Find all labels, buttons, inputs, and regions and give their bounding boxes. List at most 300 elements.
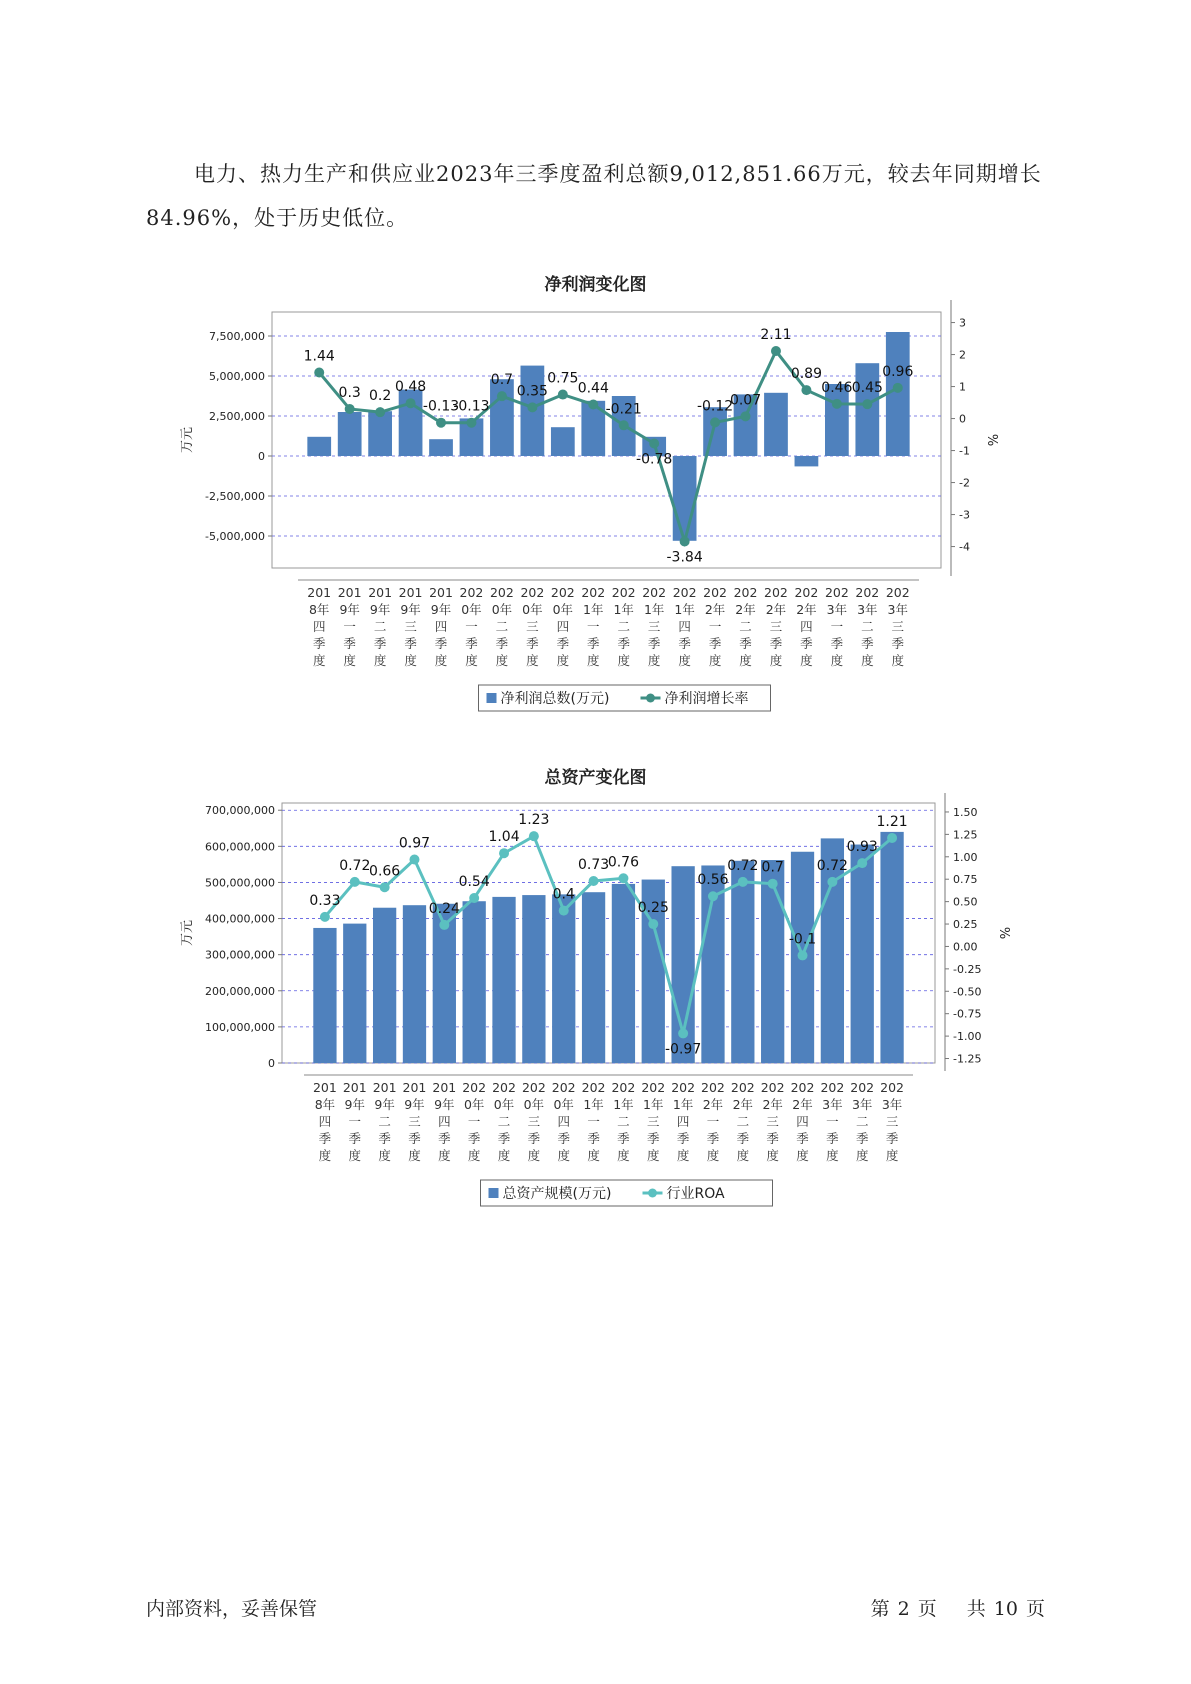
x-tick-label: 2年 [762, 1097, 783, 1112]
x-tick-label: 2年 [704, 602, 726, 617]
x-tick-label: 202 [855, 585, 880, 600]
x-tick-label: 度 [404, 653, 417, 668]
x-tick-label: 9年 [434, 1097, 455, 1112]
x-tick-label: 202 [550, 585, 575, 600]
x-tick-label: 度 [434, 653, 448, 668]
line-point [678, 1028, 688, 1038]
x-tick-label: 202 [492, 1080, 516, 1095]
y-tick-label: 600,000,000 [205, 840, 275, 854]
data-label: 0.72 [816, 857, 848, 874]
x-tick-label: 四 [438, 1114, 451, 1129]
x-tick-label: 度 [465, 653, 478, 668]
legend-bar-swatch [487, 693, 497, 703]
line-point [558, 390, 568, 400]
x-tick-label: 度 [408, 1148, 421, 1163]
x-tick-label: 201 [402, 1080, 427, 1095]
legend-line-marker [646, 694, 655, 703]
x-tick-label: 201 [429, 585, 453, 600]
x-tick-label: 202 [703, 585, 728, 600]
x-tick-label: 度 [739, 653, 752, 668]
data-label: 0.35 [516, 383, 548, 400]
x-tick-label: 0年 [491, 602, 513, 617]
x-tick-label: 201 [372, 1080, 397, 1095]
x-tick-label: 四 [434, 619, 448, 634]
x-tick-label: 202 [459, 585, 484, 600]
x-tick-label: 9年 [344, 1097, 366, 1112]
data-label: -0.13 [453, 398, 490, 415]
x-tick-label: 202 [611, 1080, 636, 1095]
y-tick-label: -2,500,000 [205, 490, 265, 503]
x-tick-label: 1年 [674, 602, 695, 617]
x-tick-label: 四 [556, 619, 570, 634]
y2-tick-label: -0.75 [953, 1007, 982, 1021]
x-tick-label: 季 [556, 636, 570, 651]
x-tick-label: 度 [885, 1148, 899, 1163]
data-label: 2.11 [760, 327, 792, 344]
x-tick-label: 9年 [339, 602, 360, 617]
chart2-title: 总资产变化图 [544, 768, 647, 788]
data-label: 0.48 [394, 379, 427, 396]
x-tick-label: 季 [708, 636, 722, 651]
x-tick-label: 202 [730, 1080, 755, 1095]
data-label: 0.76 [607, 854, 640, 871]
data-label: 0.66 [369, 863, 401, 880]
x-tick-label: 202 [672, 585, 697, 600]
x-tick-label: 2年 [796, 602, 817, 617]
x-tick-label: 2年 [735, 602, 756, 617]
line-point [380, 882, 390, 892]
data-label: 0.7 [761, 859, 784, 876]
y-tick-label: -5,000,000 [205, 530, 265, 543]
x-tick-label: 四 [678, 619, 691, 634]
bar [703, 407, 727, 456]
line-point [588, 399, 598, 409]
x-tick-label: 度 [312, 653, 326, 668]
x-tick-label: 二 [373, 619, 387, 634]
x-tick-label: 二 [617, 1114, 630, 1129]
x-tick-label: 度 [495, 653, 509, 668]
x-tick-label: 9年 [404, 1097, 425, 1112]
line-point [529, 831, 539, 841]
x-tick-label: 四 [676, 1114, 690, 1129]
data-label: 0.46 [821, 379, 853, 396]
x-tick-label: 季 [318, 1131, 332, 1146]
x-tick-label: 201 [312, 1080, 337, 1095]
x-tick-label: 季 [404, 636, 417, 651]
x-tick-label: 202 [611, 585, 636, 600]
x-tick-label: 度 [647, 653, 661, 668]
data-label: -0.1 [788, 931, 817, 948]
chart1-title: 净利润变化图 [544, 275, 647, 295]
bar [492, 897, 515, 1063]
footer-total-suffix: 页 [1025, 1598, 1045, 1620]
line-point [887, 833, 897, 843]
y2-tick-label: -0.50 [953, 985, 982, 999]
data-label: 0.25 [637, 900, 669, 917]
y2-tick-label: -1.25 [953, 1052, 982, 1066]
line-point [832, 399, 842, 409]
x-tick-label: 三 [404, 619, 417, 634]
x-tick-label: 2年 [732, 1097, 754, 1112]
y2-tick-label: 0.50 [953, 895, 978, 909]
line-point [409, 854, 419, 864]
bar [343, 924, 366, 1063]
x-tick-label: 度 [556, 653, 570, 668]
x-tick-label: 3年 [826, 602, 848, 617]
x-tick-label: 202 [671, 1080, 696, 1095]
line-point [619, 420, 629, 430]
x-tick-label: 202 [642, 585, 667, 600]
line-point [741, 411, 751, 421]
x-tick-label: 度 [497, 1148, 511, 1163]
x-tick-label: 二 [861, 619, 874, 634]
line-point [801, 385, 811, 395]
x-tick-label: 四 [796, 1114, 809, 1129]
bar [673, 456, 697, 541]
y-tick-label: 0 [258, 450, 265, 463]
x-tick-label: 202 [790, 1080, 815, 1095]
line-point [527, 402, 537, 412]
x-tick-label: 季 [676, 1131, 690, 1146]
x-tick-label: 一 [348, 1114, 362, 1129]
x-tick-label: 0年 [461, 602, 482, 617]
y2-tick-label: 1.00 [953, 850, 978, 864]
x-tick-label: 季 [497, 1131, 511, 1146]
data-label: 0.07 [729, 392, 762, 409]
x-tick-label: 季 [438, 1131, 451, 1146]
bar [463, 901, 486, 1063]
y-tick-label: 2,500,000 [209, 410, 265, 423]
footer-confidential: 内部资料，妥善保管 [146, 1598, 318, 1620]
x-tick-label: 202 [520, 585, 545, 600]
y2-tick-label: 0.75 [953, 873, 978, 887]
bar [307, 437, 331, 456]
x-tick-label: 季 [557, 1131, 570, 1146]
x-tick-label: 四 [800, 619, 813, 634]
x-tick-label: 202 [880, 1080, 905, 1095]
x-tick-label: 二 [736, 1114, 750, 1129]
legend-line-label: 净利润增长率 [664, 691, 749, 707]
data-label: 0.97 [398, 835, 431, 852]
x-tick-label: 季 [434, 636, 448, 651]
x-tick-label: 0年 [523, 1097, 545, 1112]
net-profit-chart [0, 300, 1191, 740]
line-point [648, 919, 658, 929]
data-label: -0.13 [422, 398, 460, 415]
y-tick-label: 100,000,000 [205, 1020, 275, 1034]
x-tick-label: 一 [706, 1114, 720, 1129]
data-label: 1.04 [488, 829, 520, 846]
x-tick-label: 0年 [463, 1097, 485, 1112]
x-tick-label: 202 [489, 585, 514, 600]
x-tick-label: 度 [587, 653, 600, 668]
data-label: 1.21 [876, 813, 908, 830]
data-label: 0.75 [547, 370, 579, 387]
x-tick-label: 一 [830, 619, 844, 634]
x-tick-label: 季 [526, 636, 539, 651]
bar [880, 832, 903, 1063]
x-tick-label: 三 [527, 1114, 541, 1129]
data-label: 0.3 [338, 384, 361, 401]
line-point [314, 367, 324, 377]
data-label: 0.24 [428, 900, 460, 917]
bar [886, 332, 910, 456]
x-tick-label: 季 [465, 636, 478, 651]
x-tick-label: 8年 [308, 602, 330, 617]
x-tick-label: 度 [438, 1148, 451, 1163]
x-tick-label: 度 [676, 1148, 690, 1163]
x-tick-label: 季 [769, 636, 783, 651]
x-tick-label: 1年 [613, 602, 634, 617]
x-tick-label: 度 [855, 1148, 869, 1163]
x-tick-label: 季 [348, 1131, 362, 1146]
x-tick-label: 二 [378, 1114, 391, 1129]
x-tick-label: 二 [739, 619, 752, 634]
legend-bar-label: 净利润总数(万元) [500, 691, 610, 707]
x-tick-label: 202 [760, 1080, 785, 1095]
data-label: -0.78 [636, 451, 673, 468]
x-tick-label: 202 [794, 585, 819, 600]
summary-paragraph: 电力、热力生产和供应业2023年三季度盈利总额9,012,851.66万元，较去年同期增长84.96%，处于历史低位。 [146, 162, 1042, 230]
x-tick-label: 度 [766, 1148, 779, 1163]
y2-tick-label: 0.00 [953, 940, 978, 954]
x-tick-label: 四 [557, 1114, 570, 1129]
x-tick-label: 度 [678, 653, 691, 668]
footer-page-suffix: 页 [917, 1598, 937, 1620]
y2-tick-label: 1 [959, 380, 966, 394]
x-tick-label: 3年 [881, 1097, 903, 1112]
data-label: 0.54 [458, 874, 490, 891]
x-tick-label: 3年 [851, 1097, 873, 1112]
line-point [738, 877, 748, 887]
line-point [375, 407, 385, 417]
line-point [857, 858, 867, 868]
x-tick-label: 1年 [583, 602, 604, 617]
x-tick-label: 度 [826, 1148, 839, 1163]
bar [582, 892, 605, 1063]
data-label: 1.44 [303, 348, 335, 365]
x-tick-label: 季 [647, 636, 661, 651]
bar [551, 427, 575, 456]
x-tick-label: 季 [830, 636, 844, 651]
y2-tick-label: -4 [959, 540, 970, 554]
line-point [436, 418, 446, 428]
x-tick-label: 9年 [430, 602, 452, 617]
x-tick-label: 202 [820, 1080, 845, 1095]
data-label: 0.96 [882, 363, 914, 380]
x-tick-label: 3年 [887, 602, 909, 617]
x-tick-label: 1年 [583, 1097, 604, 1112]
x-tick-label: 三 [891, 619, 905, 634]
data-label: 0.72 [339, 857, 371, 874]
x-tick-label: 3年 [822, 1097, 843, 1112]
data-label: 0.44 [577, 380, 609, 397]
line-point [649, 439, 659, 449]
line-point [768, 879, 778, 889]
bar [764, 393, 788, 456]
bar [855, 363, 879, 456]
x-tick-label: 季 [527, 1131, 541, 1146]
y-tick-label: 500,000,000 [205, 876, 275, 890]
x-tick-label: 1年 [643, 602, 665, 617]
line-point [708, 891, 718, 901]
x-tick-label: 四 [318, 1114, 332, 1129]
x-tick-label: 季 [343, 636, 356, 651]
x-tick-label: 度 [527, 1148, 541, 1163]
x-tick-label: 季 [408, 1131, 421, 1146]
x-tick-label: 度 [348, 1148, 362, 1163]
bar [373, 908, 396, 1063]
line-point [497, 391, 507, 401]
x-tick-label: 度 [617, 653, 630, 668]
line-point [406, 398, 416, 408]
x-tick-label: 202 [581, 585, 606, 600]
x-tick-label: 季 [739, 636, 752, 651]
x-tick-label: 度 [587, 1148, 600, 1163]
line-point [893, 383, 903, 393]
data-label: 0.4 [552, 886, 575, 903]
legend-bar-label: 总资产规模(万元) [502, 1186, 612, 1202]
bar [612, 884, 635, 1063]
x-tick-label: 202 [701, 1080, 725, 1095]
x-tick-label: 0年 [493, 1097, 515, 1112]
x-tick-label: 度 [378, 1148, 391, 1163]
y-tick-label: 7,500,000 [209, 330, 265, 343]
x-tick-label: 201 [398, 585, 423, 600]
total-assets-chart [0, 793, 1191, 1233]
x-tick-label: 季 [617, 636, 630, 651]
bar [490, 379, 514, 456]
x-tick-label: 201 [337, 585, 362, 600]
x-tick-label: 季 [766, 1131, 779, 1146]
x-tick-label: 202 [581, 1080, 606, 1095]
x-tick-label: 度 [467, 1148, 481, 1163]
line-point [466, 418, 476, 428]
data-label: 0.45 [851, 380, 883, 397]
data-label: -0.12 [696, 398, 734, 415]
footer-total-prefix: 共 [966, 1598, 986, 1620]
x-tick-label: 四 [312, 619, 326, 634]
x-tick-label: 三 [408, 1114, 421, 1129]
x-tick-label: 度 [830, 653, 844, 668]
y2-tick-label: 3 [959, 316, 966, 330]
line-point [827, 877, 837, 887]
x-tick-label: 三 [885, 1114, 899, 1129]
x-tick-label: 一 [826, 1114, 839, 1129]
data-label: 0.7 [490, 372, 514, 389]
x-tick-label: 度 [769, 653, 783, 668]
line-point [771, 346, 781, 356]
x-tick-label: 季 [617, 1131, 630, 1146]
x-tick-label: 度 [800, 653, 813, 668]
x-tick-label: 季 [885, 1131, 899, 1146]
footer-page-number [863, 1594, 1045, 1621]
y2-tick-label: -3 [959, 508, 970, 522]
y2-tick-label: 1.50 [953, 805, 978, 819]
x-tick-label: 度 [708, 653, 722, 668]
y2-tick-label: 1.25 [953, 828, 978, 842]
y2-tick-label: -0.25 [953, 962, 982, 976]
data-label: 0.89 [790, 366, 823, 383]
y-tick-label: 700,000,000 [205, 804, 275, 818]
y-axis-label: 万元 [180, 426, 195, 454]
x-tick-label: 度 [647, 1148, 660, 1163]
x-tick-label: 季 [855, 1131, 869, 1146]
footer-total-no: 10 [993, 1598, 1018, 1620]
x-tick-label: 季 [796, 1131, 809, 1146]
x-tick-label: 度 [318, 1148, 332, 1163]
x-tick-label: 202 [641, 1080, 666, 1095]
x-tick-label: 201 [342, 1080, 367, 1095]
data-label: 0.72 [727, 857, 759, 874]
y-tick-label: 400,000,000 [205, 912, 275, 926]
x-tick-label: 三 [769, 619, 783, 634]
x-tick-label: 季 [826, 1131, 839, 1146]
line-point [862, 399, 872, 409]
x-tick-label: 三 [647, 619, 661, 634]
legend-bar-swatch [489, 1188, 499, 1198]
x-tick-label: 季 [800, 636, 813, 651]
line-point [618, 873, 628, 883]
x-tick-label: 季 [587, 636, 600, 651]
x-tick-label: 度 [861, 653, 874, 668]
x-tick-label: 9年 [400, 602, 421, 617]
x-tick-label: 季 [647, 1131, 660, 1146]
bar [313, 928, 336, 1063]
x-tick-label: 度 [736, 1148, 750, 1163]
bar [368, 411, 392, 456]
x-tick-label: 202 [850, 1080, 875, 1095]
footer-page-prefix: 第 [870, 1598, 890, 1620]
y2-tick-label: -2 [959, 476, 970, 490]
x-tick-label: 一 [708, 619, 722, 634]
bar [522, 895, 545, 1063]
line-point [798, 950, 808, 960]
x-tick-label: 度 [343, 653, 356, 668]
line-point [350, 877, 360, 887]
x-tick-label: 201 [368, 585, 393, 600]
x-tick-label: 2年 [765, 602, 787, 617]
x-tick-label: 季 [467, 1131, 481, 1146]
line-point [710, 417, 720, 427]
line-point [320, 912, 330, 922]
x-tick-label: 二 [495, 619, 509, 634]
x-tick-label: 季 [891, 636, 905, 651]
line-point [345, 404, 355, 414]
x-tick-label: 1年 [613, 1097, 634, 1112]
x-tick-label: 度 [526, 653, 539, 668]
x-tick-label: 9年 [369, 602, 391, 617]
y2-tick-label: 0.25 [953, 918, 978, 932]
x-tick-label: 三 [647, 1114, 660, 1129]
line-point [439, 920, 449, 930]
x-tick-label: 202 [885, 585, 910, 600]
data-label: 0.73 [577, 857, 610, 873]
x-tick-label: 三 [526, 619, 539, 634]
y-tick-label: 5,000,000 [209, 370, 265, 383]
x-tick-label: 2年 [792, 1097, 813, 1112]
line-point [680, 536, 690, 546]
x-tick-label: 季 [312, 636, 326, 651]
x-tick-label: 一 [587, 619, 600, 634]
x-tick-label: 二 [617, 619, 630, 634]
x-tick-label: 一 [343, 619, 356, 634]
x-tick-label: 季 [706, 1131, 720, 1146]
y-tick-label: 200,000,000 [205, 984, 275, 998]
x-tick-label: 202 [764, 585, 788, 600]
x-tick-label: 一 [587, 1114, 600, 1129]
x-tick-label: 度 [796, 1148, 809, 1163]
